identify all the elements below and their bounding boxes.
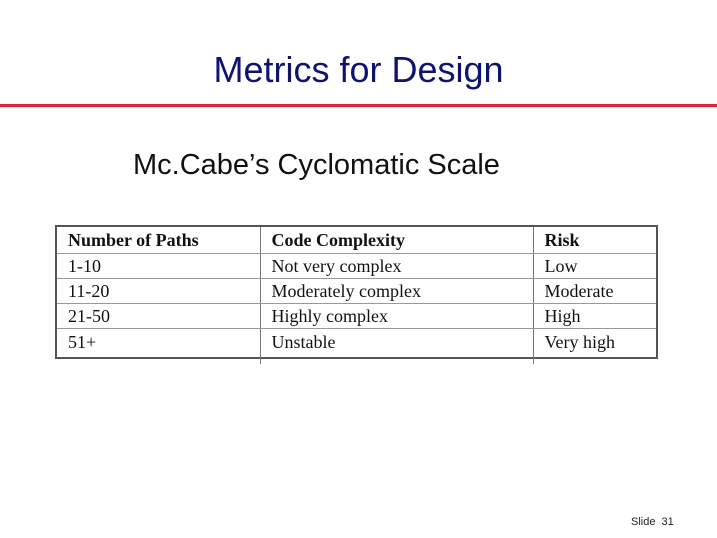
complexity-cell: Highly complex (260, 304, 533, 329)
table-row (57, 254, 656, 279)
paths-cell: 21-50 (57, 304, 260, 329)
risk-cell: High (533, 304, 656, 329)
title-divider (0, 104, 717, 107)
complexity-cell: Unstable (260, 329, 533, 365)
header-code-complexity: Code Complexity (260, 227, 533, 254)
risk-cell: Moderate (533, 279, 656, 304)
table-header-row (57, 227, 656, 254)
complexity-table (57, 227, 656, 364)
complexity-table-frame (55, 225, 658, 359)
complexity-cell: Not very complex (260, 254, 533, 279)
header-risk: Risk (533, 227, 656, 254)
slide-number: 31 (661, 516, 674, 528)
slide-subtitle: Mc.Cabe’s Cyclomatic Scale (133, 149, 500, 181)
table-row (57, 329, 656, 365)
slide-title: Metrics for Design (213, 49, 504, 90)
risk-cell: Very high (544, 332, 615, 352)
paths-cell: 11-20 (57, 279, 260, 304)
header-number-of-paths: Number of Paths (57, 227, 260, 254)
complexity-cell: Moderately complex (260, 279, 533, 304)
table-row (57, 304, 656, 329)
risk-cell: Low (533, 254, 656, 279)
slide-number-footer (631, 516, 674, 528)
footer-label: Slide (631, 516, 656, 528)
paths-cell: 1-10 (57, 254, 260, 279)
table-row (57, 279, 656, 304)
paths-cell: 51+ (57, 329, 260, 365)
